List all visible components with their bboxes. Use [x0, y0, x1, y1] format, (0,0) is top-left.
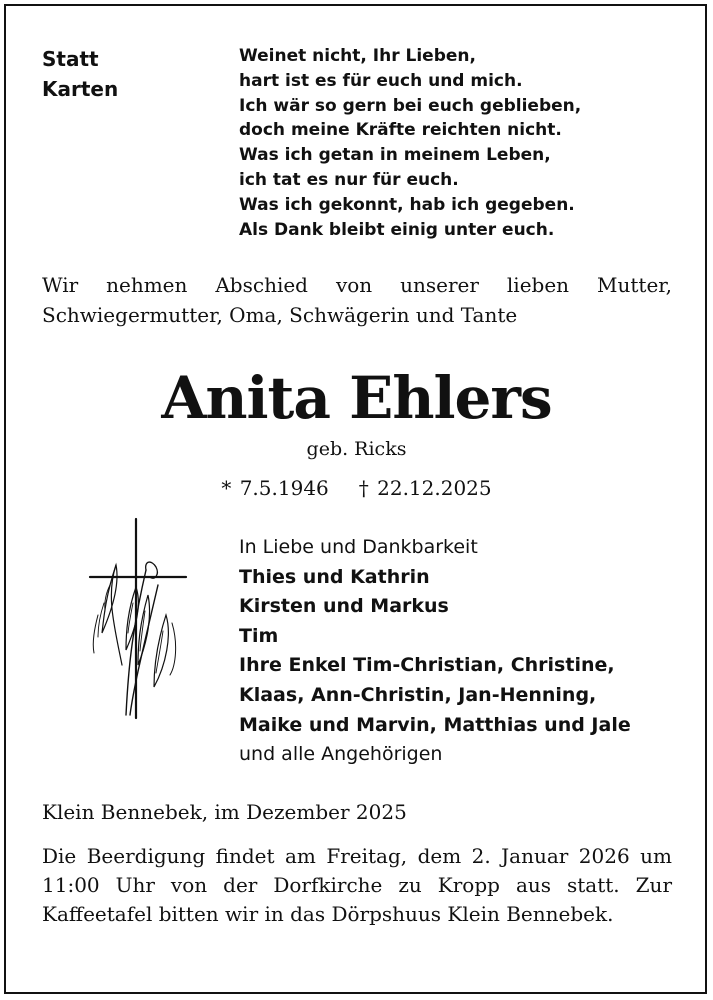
mourner-name: Kirsten und Markus [239, 595, 449, 618]
poem-line: doch meine Kräfte reichten nicht. [239, 120, 562, 141]
life-dates [0, 474, 713, 502]
mourner-name: Ihre Enkel Tim-Christian, Christine, [239, 654, 615, 677]
statt-line: Statt [42, 47, 99, 71]
poem-line: Ich wär so gern bei euch geblieben, [239, 95, 582, 116]
poem-line: ich tat es nur für euch. [239, 169, 459, 190]
birth-name: geb. Ricks [306, 438, 407, 460]
mourners-list [239, 533, 631, 770]
poem [239, 44, 581, 242]
birth-date: * 7.5.1946 [221, 476, 329, 500]
poem-line: Was ich getan in meinem Leben, [239, 145, 551, 166]
mourner-name: Thies und Kathrin [239, 565, 430, 588]
mourners-closing: und alle Angehörigen [239, 743, 443, 766]
poem-line: Was ich gekonnt, hab ich gegeben. [239, 194, 575, 215]
cross-with-wheat-icon [86, 515, 196, 724]
karten-line: Karten [42, 77, 119, 101]
poem-line: hart ist es für euch und mich. [239, 70, 523, 91]
death-date: † 22.12.2025 [358, 476, 492, 500]
poem-line: Als Dank bleibt einig unter euch. [239, 219, 555, 240]
poem-line: Weinet nicht, Ihr Lieben, [239, 46, 476, 66]
mourner-name: Klaas, Ann-Christin, Jan-Henning, [239, 683, 597, 706]
mourner-name: Maike und Marvin, Matthias und Jale [239, 713, 631, 736]
place-and-date: Klein Bennebek, im Dezember 2025 [42, 800, 407, 824]
deceased-name: Anita Ehlers [161, 364, 552, 432]
statt-karten-label [42, 44, 118, 104]
intro-text: Wir nehmen Abschied von unserer lieben Mutter, Schwiegermutter, Oma, Schwägerin und Tante [42, 273, 672, 327]
funeral-notice: Die Beerdigung findet am Freitag, dem 2. Januar 2026 um 11:00 Uhr von der Dorfkirche zu Kropp aus statt. Zur Kaffeetafel bitten wir in das Dörpshuus Klein Bennebek. [42, 844, 672, 926]
mourner-name: Tim [239, 624, 279, 647]
mourners-opening: In Liebe und Dankbarkeit [239, 536, 478, 558]
